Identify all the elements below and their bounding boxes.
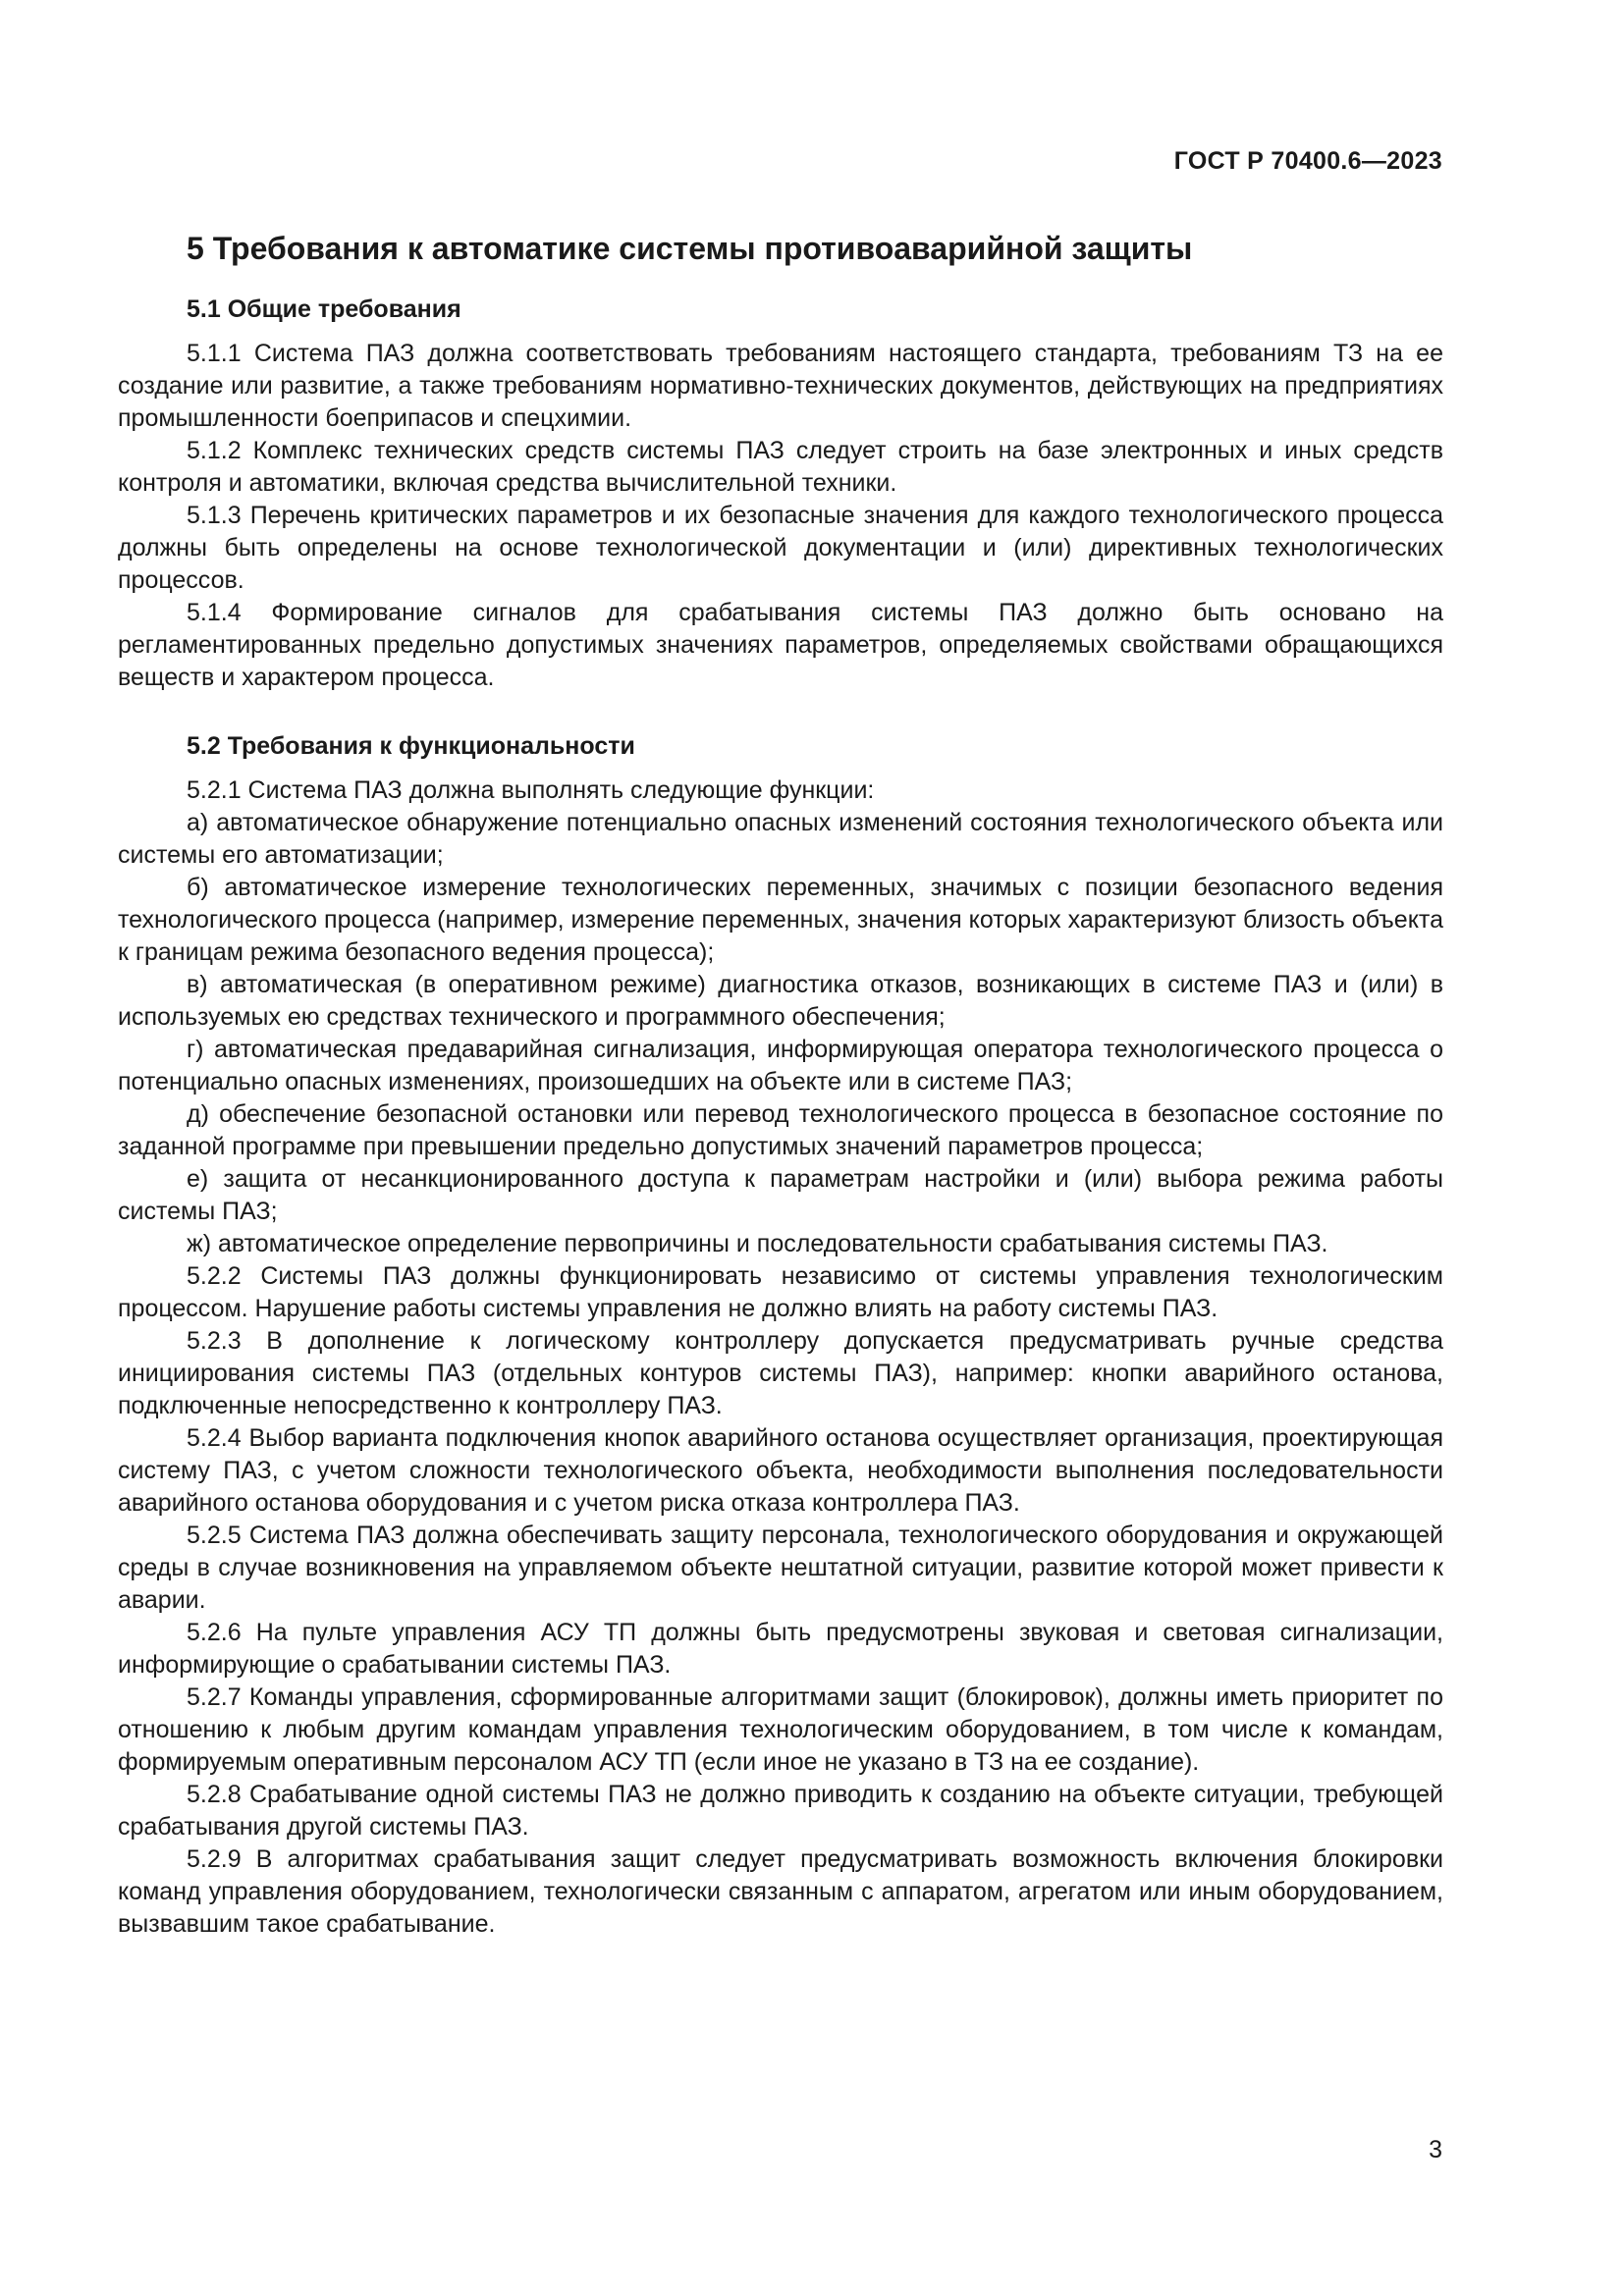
list-item-g: г) автоматическая предаварийная сигнализация, информирующая оператора технологического процесса о потенциально опасных изменениях, произошедших на объекте или в системе ПАЗ; bbox=[118, 1036, 1443, 1095]
section-title: 5 Требования к автоматике системы противоаварийной защиты bbox=[187, 231, 1193, 266]
paragraph-5-1-3: 5.1.3 Перечень критических параметров и их безопасные значения для каждого технологического процесса должны быть определены на основе технологической документации и (или) директивных технологических процессов. bbox=[118, 502, 1443, 594]
paragraph-5-2-6: 5.2.6 На пульте управления АСУ ТП должны быть предусмотрены звуковая и световая сигнализации, информирующие о срабатывании системы ПАЗ. bbox=[118, 1619, 1443, 1679]
subsection-title-functionality: 5.2 Требования к функциональности bbox=[187, 732, 635, 760]
paragraph-5-2-2: 5.2.2 Системы ПАЗ должны функционировать независимо от системы управления технологическим процессом. Нарушение работы системы управления не должно влиять на работу системы ПАЗ. bbox=[118, 1262, 1443, 1322]
paragraph-5-1-1: 5.1.1 Система ПАЗ должна соответствовать требованиям настоящего стандарта, требованиям ТЗ на ее создание или развитие, а также требованиям нормативно-технических документов, действующих на предприятиях промышленности боеприпасов и спецхимии. bbox=[118, 340, 1443, 432]
paragraph-5-2-3: 5.2.3 В дополнение к логическому контроллеру допускается предусматривать ручные средства инициирования системы ПАЗ (отдельных контуров системы ПАЗ), например: кнопки аварийного останова, подключенные непосредственно к контроллеру ПАЗ. bbox=[118, 1327, 1443, 1419]
paragraph-5-1-4: 5.1.4 Формирование сигналов для срабатывания системы ПАЗ должно быть основано на регламентированных предельно допустимых значениях параметров, определяемых свойствами обращающихся веществ и характером процесса. bbox=[118, 599, 1443, 691]
paragraph-5-2-5: 5.2.5 Система ПАЗ должна обеспечивать защиту персонала, технологического оборудования и окружающей среды в случае возникновения на управляемом объекте нештатной ситуации, развитие которой может привести к аварии. bbox=[118, 1522, 1443, 1614]
paragraph-5-2-7: 5.2.7 Команды управления, сформированные алгоритмами защит (блокировок), должны иметь приоритет по отношению к любым другим командам управления технологическим оборудованием, в том числе к командам, формируемым оперативным персоналом АСУ ТП (если иное не указано в ТЗ на ее создание). bbox=[118, 1683, 1443, 1776]
paragraph-5-2-1: 5.2.1 Система ПАЗ должна выполнять следующие функции: bbox=[187, 776, 875, 804]
document-code: ГОСТ Р 70400.6—2023 bbox=[1173, 147, 1442, 175]
document-body bbox=[118, 216, 1443, 1941]
paragraph-5-2-4: 5.2.4 Выбор варианта подключения кнопок аварийного останова осуществляет организация, проектирующая систему ПАЗ, с учетом сложности технологического объекта, необходимости выполнения последовательности аварийного останова оборудования и с учетом риска отказа контроллера ПАЗ. bbox=[118, 1424, 1443, 1517]
paragraph-5-1-2: 5.1.2 Комплекс технических средств системы ПАЗ следует строить на базе электронных и иных средств контроля и автоматики, включая средства вычислительной техники. bbox=[118, 437, 1443, 497]
list-item-b: б) автоматическое измерение технологических переменных, значимых с позиции безопасного ведения технологического процесса (например, измерение переменных, значения которых характеризуют близость объекта к границам режима безопасного ведения процесса); bbox=[118, 874, 1443, 966]
paragraph-5-2-8: 5.2.8 Срабатывание одной системы ПАЗ не должно приводить к созданию на объекте ситуации, требующей срабатывания другой системы ПАЗ. bbox=[118, 1781, 1443, 1841]
paragraph-5-2-9: 5.2.9 В алгоритмах срабатывания защит следует предусматривать возможность включения блокировки команд управления оборудованием, технологически связанным с аппаратом, агрегатом или иным оборудованием, вызвавшим такое срабатывание. bbox=[118, 1845, 1443, 1938]
list-item-a: а) автоматическое обнаружение потенциально опасных изменений состояния технологического объекта или системы его автоматизации; bbox=[118, 809, 1443, 869]
list-item-v: в) автоматическая (в оперативном режиме) диагностика отказов, возникающих в системе ПАЗ и (или) в используемых ею средствах технического и программного обеспечения; bbox=[118, 971, 1443, 1031]
subsection-title-general: 5.1 Общие требования bbox=[187, 295, 461, 323]
list-item-e: е) защита от несанкционированного доступа к параметрам настройки и (или) выбора режима работы системы ПАЗ; bbox=[118, 1165, 1443, 1225]
list-item-d: д) обеспечение безопасной остановки или перевод технологического процесса в безопасное состояние по заданной программе при превышении предельно допустимых значений параметров процесса; bbox=[118, 1100, 1443, 1160]
list-item-zh: ж) автоматическое определение первопричины и последовательности срабатывания системы ПАЗ. bbox=[187, 1230, 1328, 1257]
page-number: 3 bbox=[1429, 2136, 1442, 2163]
